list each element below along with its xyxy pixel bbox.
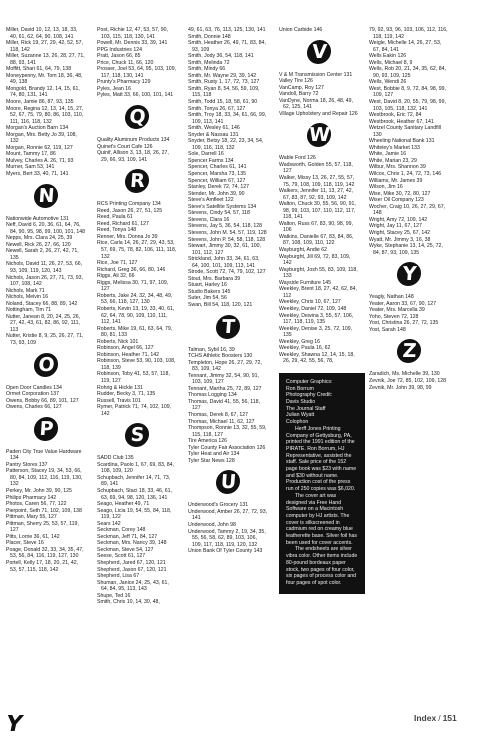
index-entry: White, Marian 23, 29 xyxy=(369,157,417,164)
index-entry: Wells, Rob 20, 21, 34, 35, 62, 84, 90, 93, 109, 125 xyxy=(369,66,446,79)
page-footer xyxy=(414,713,457,723)
index-entry: Weekley, Daniel 72, 109, 148 xyxy=(279,305,347,312)
index-entry: Mount, Tammy 17, 86 xyxy=(6,151,56,158)
index-entry: Reed, Richard 61, 127 xyxy=(97,220,149,227)
index-entry: Weekley, Chris 10, 67, 127 xyxy=(279,299,341,306)
index-entry: SADD Club 135 xyxy=(97,455,134,462)
index-entry: Smith, Todd 15, 18, 58, 61, 90 xyxy=(188,99,258,106)
index-entry: Wayside Furniture 145 xyxy=(279,279,331,286)
index-entry: Yeater, Mrs. Marcella 39 xyxy=(369,307,425,314)
index-entry: Moore, Regina 12, 13, 14, 15, 27, 52, 67, 75, 79, 80, 86, 103, 110, 111, 116, 118, 132 xyxy=(6,105,84,125)
index-entry: Stender, Mr. John 39, 90 xyxy=(188,190,245,197)
index-entry: Rymer, Patrick 71, 74, 102, 109, 142 xyxy=(97,404,172,417)
colophon-paragraph: The endsheets are silver vibra color. Other items include 80-pound bordeaux paper stock, two pages of four color, six pages of process color and four pages of spot color. xyxy=(286,546,358,586)
letter-mark: T xyxy=(215,315,241,339)
index-entry: Thompson, Ronnie 13, 32, 55, 59, 115, 118, 127 xyxy=(188,425,267,438)
index-entry: Smith, Mindy 66 xyxy=(188,66,226,73)
index-entry: Tyler County Fair Association 126 xyxy=(188,444,266,451)
index-entry: Newell, Sarah 2, 26, 27, 42, 71, 135 xyxy=(6,248,79,261)
section-letter-w xyxy=(279,123,359,147)
index-entry: Photos, Caren 56, 77, 122 xyxy=(6,501,67,508)
index-entry: Weekley, Shawna 12, 14, 15, 18, 26, 29, 42, 55, 56, 78, xyxy=(279,351,355,365)
index-entry: Zevnik, Mr. John 39, 98, 99 xyxy=(369,384,432,391)
index-entry: Miller, David 10, 12, 13, 18, 33, 40, 61, 62, 64, 90, 108, 141 xyxy=(6,27,78,40)
index-entry: RCS Printing Company 134 xyxy=(97,201,161,208)
index-entry: Steve's Amfleet 122 xyxy=(188,197,234,204)
index-entry: Steve's Satellite Systems 134 xyxy=(188,203,257,210)
index-entry: Roberts, Nick 101 xyxy=(97,338,139,345)
index-entry: Stevens, Jay 5, 36, 54, 118, 128 xyxy=(188,223,263,230)
index-entry: Mongold, Brandy 12, 14, 15, 61, 74, 80, 131, 141 xyxy=(6,85,80,99)
index-entry: Scardina, Paolo 1, 67, 69, 83, 84, 108, 109, 120 xyxy=(97,461,175,475)
index-entry: Whiteley's Market 133 xyxy=(369,144,420,151)
index-entry: Robinson, Heather 71, 142 xyxy=(97,351,160,358)
index-entry: Nichols, Mark 71 xyxy=(6,287,45,294)
index-entry-group xyxy=(97,201,177,417)
index-entry: Walker, Missy 13, 26, 27, 55, 57, 75, 79, 108, 109, 118, 119, 142 xyxy=(279,175,355,188)
index-entry: Weekley, Paula 16, 62 xyxy=(279,345,331,352)
colophon-credit-line: Davis Studio xyxy=(286,398,316,405)
index-entry: Underwood's Grocery 131 xyxy=(188,502,249,509)
index-entry: Williams, Mr. James 39 xyxy=(369,177,423,184)
index-entry: Post, Richie 12, 47, 53, 57, 90, 103, 115, 118, 130, 141 xyxy=(97,27,168,40)
index-entry: Stevens, Cindy 54, 57, 118 xyxy=(188,210,250,217)
index-entry: Nichols, Melvin 16 xyxy=(6,294,49,301)
index-entry: Weekley, Denise 3, 25, 72, 109, 135 xyxy=(279,325,353,339)
index-entry: Underwood, Amber 26, 27, 72, 93, 141 xyxy=(188,508,268,522)
index-entry: Strickland, John 33, 34, 61, 63, 64, 100, 101, 109, 113, 141 xyxy=(188,256,260,269)
index-entry: Russell, Travis 101 xyxy=(97,397,141,404)
section-letter-z xyxy=(369,339,449,363)
index-entry: Neff, David 6, 20, 36, 61, 64, 76, 84, 90, 95, 98, 99, 100, 101, 148 xyxy=(6,222,85,235)
section-letter-u xyxy=(188,470,268,494)
index-entry: Noland, Stacey 66, 88, 89, 142 xyxy=(6,300,78,307)
index-entry: Strode, Scott 72, 74, 79, 102, 127 xyxy=(188,269,266,276)
index-entry-group xyxy=(97,27,177,99)
index-entry: Union Carbide 146 xyxy=(279,27,323,33)
colophon-credit-line: Photography Credit: xyxy=(286,392,333,399)
index-entry-group xyxy=(279,27,359,34)
index-entry: Smith, Donnie 148 xyxy=(188,33,231,40)
index-entry: Wyke, Stephanie 13, 14, 25, 72, 84, 87, 93, 109, 135 xyxy=(369,243,443,256)
index-entry: Richard, Greg 36, 66, 80, 146 xyxy=(97,266,166,273)
index-entry: Stuart, Harley 16 xyxy=(188,282,227,289)
index-entry: Newell, Rick 26, 27, 66, 120 xyxy=(6,241,71,248)
index-entry: Wyatt, Mr. Jimmy 3, 16, 38 xyxy=(369,236,431,243)
index-entry: Rice, Carla 14, 26, 27, 29, 43, 53, 57, 69, 75, 78, 82, 106, 111, 118, 132 xyxy=(97,240,177,260)
index-entry: White, Jamie 16 xyxy=(369,151,407,158)
index-entry: Reed, Paula 61 xyxy=(97,214,133,221)
index-entry: Morgan, Mrs. Betty Jo 39, 108, 132 xyxy=(6,131,77,145)
index-entry: Smith, Ryan 8, 54, 56, 59, 109, 115, 118 xyxy=(188,85,260,99)
section-letter-s xyxy=(97,423,177,447)
index-entry: Schupbach, Jennifer 14, 71, 73, 89, 141 xyxy=(97,474,171,488)
colophon-paragraph: Herff Jones Printing Company of Gettysburg, PA, printed the 1991 edition of the PIRATE. Ron Borrum, HJ Representative, assisted the staff. Sale price of the 152 page book was $23 with name and $30 without name. Production cost of the press run of 250 copies was $6,020. xyxy=(286,425,357,493)
index-entry: Wetzel County Sanitary Landfill 130 xyxy=(369,125,441,138)
index-entry: Rohrig & Hickle 131 xyxy=(97,384,143,391)
index-entry: Shepherd, Jason 67, 120, 121 xyxy=(97,566,167,573)
colophon-credit-line: Julian Wyatt xyxy=(286,412,315,419)
index-entry: Smith, Chris 10, 14, 30, 48, xyxy=(97,599,160,606)
index-entry: Pantry Stores 137 xyxy=(6,461,48,468)
index-entry: West, Bobbie 8, 9, 72, 84, 98, 99, 109, 127 xyxy=(369,85,446,99)
index-entry: Smith, Heather 26, 49, 71, 83, 84, 93, 109 xyxy=(188,40,266,53)
index-entry: Underwood, John 98 xyxy=(188,522,236,528)
index-entry: Thomas, David 41, 55, 56, 118, 127 xyxy=(188,398,260,412)
index-entry: Suter, Jim 54, 56 xyxy=(188,295,227,302)
index-entry: Reed, Tonya 148 xyxy=(97,227,137,234)
index-entry: Weekley, Brent 18, 27, 42, 62, 84, 112 xyxy=(279,286,357,299)
index-entry: Seago, Licia 19, 54, 55, 84, 118, 119, 122 xyxy=(97,507,172,521)
index-entry: Studio Bakers 145 xyxy=(188,288,231,295)
index-entry: Nichols, Jason 26, 27, 71, 73, 93, 107, 108, 142 xyxy=(6,274,83,288)
index-entry: Spencer, Marsha 73, 135 xyxy=(188,171,246,178)
index-entry: Wright, Amy 72, 109, 142 xyxy=(369,216,428,223)
index-entry: Wable Ford 126 xyxy=(279,155,316,162)
index-entry: Stout, Mrs. Barbara 39 xyxy=(188,275,241,282)
index-entry: Snyder, Betsy 18, 22, 23, 34, 54, 109, 116, 118, 132 xyxy=(188,138,264,151)
index-entry: Walton, Russ 67, 83, 90, 98, 99, 106 xyxy=(279,220,353,234)
index-entry: Mulvey, Charles A. 26, 71, 93 xyxy=(6,157,74,164)
index-entry-group xyxy=(279,155,359,365)
index-entry: Wright, Jay 11, 67, 127 xyxy=(369,223,422,230)
index-entry: Myers, Bert 33, 40, 71, 141 xyxy=(6,171,69,178)
index-entry: Village Upholstery and Repair 126 xyxy=(279,110,358,117)
index-entry: Paden City True Value Hardware 134 xyxy=(6,448,82,462)
index-entry: Tire America 126 xyxy=(188,438,228,445)
index-column-1 xyxy=(6,27,86,573)
index-entry-group xyxy=(6,449,86,573)
index-entry: Owens, Bobby 66, 89, 101, 127 xyxy=(6,397,79,404)
index-entry: Perkey, Mr. John 39, 90, 125 xyxy=(6,487,72,494)
index-entry: Powell, Mr. Dennis 33, 39, 141 xyxy=(97,40,168,47)
index-entry: Seckman, Corey 148 xyxy=(97,527,146,534)
colophon-credit-line: Colophon xyxy=(286,419,309,426)
index-entry: Vandoll, Barry 72 xyxy=(279,91,319,98)
index-entry: Shuman, Janice 24, 25, 43, 61, 64, 84, 95, 113, 143 xyxy=(97,579,169,593)
index-entry: Weekley, Greg 16 xyxy=(279,338,321,345)
index-entry: Walkers, Jennifer 11, 13, 27, 42, 67, 83, 87, 92, 93, 109, 142 xyxy=(279,188,354,201)
footer-separator: / xyxy=(438,713,441,723)
index-entry: Seckman, Jeff 71, 84, 127 xyxy=(97,533,158,540)
index-entry: Wayburght, Andie 62 xyxy=(279,247,327,254)
letter-mark: N xyxy=(33,184,59,208)
index-entry: Murner, Sam 53, 141 xyxy=(6,164,55,171)
letter-mark: O xyxy=(33,353,59,377)
index-entry: Thomas, Derek 8, 67, 127 xyxy=(188,411,248,418)
index-entry: Stewart, Jimmy 30, 32, 61, 100, 101, 112, 127 xyxy=(188,243,261,256)
index-entry: Wells, Wendi 26 xyxy=(369,79,407,86)
index-entry: PPG Industries 124 xyxy=(97,46,142,53)
colophon-box xyxy=(279,373,365,594)
index-entry: Walton, Chuck 30, 55, 56, 90, 91, 98, 99, 103, 107, 110, 112, 117, 118, 141 xyxy=(279,201,356,221)
letter-mark: Y xyxy=(396,262,422,286)
index-entry: Nutter, Janean 8, 20, 24, 25, 26, 27, 42, 43, 61, 82, 86, 92, 111, 113 xyxy=(6,313,81,333)
index-entry: Robinson, Toby 41, 53, 57, 118, 119, 127 xyxy=(97,371,170,384)
index-entry: Open Door Candles 134 xyxy=(6,384,62,391)
index-entry: Templeton, Hope 26, 27, 29, 72, 83, 109, 142 xyxy=(188,359,262,373)
index-entry: Robinson, Angel 66, 127 xyxy=(97,345,154,352)
index-entry: Moneypenny, Mr. Tom 18, 36, 48, 49, 138 xyxy=(6,72,83,86)
letter-mark: R xyxy=(124,169,150,193)
index-entry-group xyxy=(97,455,177,606)
index-entry: Wilbur, Mrs. Shannon 39 xyxy=(369,164,426,171)
index-entry: Tyler Heat and Air 134 xyxy=(188,451,240,458)
index-entry: Zevnik, Joe 72, 85, 102, 109, 128 xyxy=(369,377,447,384)
index-entry: Wocher, Craig 10, 26, 27, 29, 67, 148 xyxy=(369,203,446,217)
index-entry: Roberts, Mike 19, 61, 63, 64, 79, 80, 81, 133 xyxy=(97,325,173,339)
letter-mark: Q xyxy=(124,105,150,129)
index-entry-group xyxy=(369,294,449,333)
letter-mark: Z xyxy=(396,339,422,363)
index-entry: Prunty's Pharmacy 129 xyxy=(97,79,151,86)
index-entry: Snyder & Nassau 131 xyxy=(188,131,239,138)
index-entry-group xyxy=(97,137,177,163)
index-entry: Pierpoint, Seth 71, 102, 109, 138 xyxy=(6,507,82,514)
index-entry: Wadsworth, Golden 55, 57, 118, 127 xyxy=(279,161,353,175)
index-entry: Yoho, Steven 72, 128 xyxy=(369,313,419,320)
letter-mark: P xyxy=(33,417,59,441)
index-column-5 xyxy=(369,27,449,391)
index-entry: Pittman, Mary 55, 127 xyxy=(6,514,57,521)
index-entry: Smith, Jody 36, 54, 118, 141 xyxy=(188,53,254,60)
section-letter-y xyxy=(369,262,449,286)
index-entry: Thomas, Michael 11, 62, 127 xyxy=(188,418,255,425)
index-entry: Wayburght, Jill 69, 72, 83, 109, 142 xyxy=(279,253,351,267)
section-letter-o xyxy=(6,353,86,377)
page-number: 151 xyxy=(442,713,457,723)
index-entry: Wright, Stacey 25, 67, 142 xyxy=(369,229,431,236)
index-entry: Rudder, Becky 3, 71, 135 xyxy=(97,391,156,398)
index-entry: Stevens, John P. 54, 58, 118, 128 xyxy=(188,236,266,243)
index-entry: Morgan, Ronnie 62, 119, 127 xyxy=(6,144,73,151)
index-entry: Robinson, Steve 53, 90, 103, 108, 118, 139 xyxy=(97,358,176,371)
index-entry: Union Bank Of Tyler County 143 xyxy=(188,548,263,555)
section-letter-v xyxy=(279,40,359,64)
index-column-4 xyxy=(279,27,359,594)
index-entry: Patterson, Stacey 19, 34, 53, 66, 80, 84, 109, 112, 116, 119, 130, 132 xyxy=(6,468,83,488)
index-entry: Talman, Sybil 16, 39 xyxy=(188,346,235,353)
index-entry: Placer, Steve 16 xyxy=(6,540,44,547)
index-entry: Shepherd, Lisa 67 xyxy=(97,573,140,580)
index-entry: Renner, Mrs. Donna Jo 39 xyxy=(97,233,158,240)
index-entry: Westbrook, Eric 72, 84 xyxy=(369,112,422,119)
index-entry: Wayburght, Josh 55, 83, 109, 118, 133 xyxy=(279,266,358,280)
index-entry: Pyles, Matt 33, 66, 100, 101, 141 xyxy=(97,92,174,99)
index-entry: Reed, Jason 26, 27, 51, 125 xyxy=(97,207,163,214)
index-entry: Wilcox, Chris 1, 24, 72, 73, 146 xyxy=(369,171,442,178)
index-column-3 xyxy=(188,27,268,555)
index-entry: Yeagly, Nathan 148 xyxy=(369,294,414,301)
index-entry: Smith, Tonya 26, 67, 127 xyxy=(188,105,246,112)
index-entry: Quality Aluminum Products 134 xyxy=(97,137,170,144)
letter-mark: S xyxy=(124,423,150,447)
index-entry: Price, Chuck 11, 66, 120 xyxy=(97,59,154,66)
index-entry: Tyler Star News 128 xyxy=(188,457,235,464)
index-entry: Quinet's Court Cafe 126 xyxy=(97,143,153,150)
index-entry: Swan, Bill 54, 118, 120, 121 xyxy=(188,301,253,308)
index-entry: Portell, Kelly 17, 18, 20, 21, 42, 53, 57, 115, 118, 142 xyxy=(6,560,79,573)
index-entry: Yeater, Aaron 33, 67, 90, 127 xyxy=(369,300,437,307)
index-entry: Stevens, Clara 16 xyxy=(188,216,230,223)
index-entry: Weigle, Michelle 14, 26, 27, 53, 67, 84, 141 xyxy=(369,40,442,53)
index-entry: Miller, Suzanne 13, 26, 28, 27, 71, 88, 93, 141 xyxy=(6,53,85,66)
index-entry-group xyxy=(369,371,449,391)
index-entry: Seckman, Mrs. Nancy 39, 148 xyxy=(97,540,167,547)
index-entry: Miller, Rick 19, 27, 29, 42, 52, 57, 118, 142 xyxy=(6,40,83,53)
index-entry: Shupe, Ted 16 xyxy=(97,592,131,599)
index-entry: Watkins, Danielle 67, 83, 84, 86, 87, 108, 109, 110, 122 xyxy=(279,233,354,247)
index-entry: Wilson, Jim 16 xyxy=(369,184,403,191)
index-entry: Owens, Charles 66, 127 xyxy=(6,404,62,411)
index-entry: Tennant, Jimmy 32, 54, 90, 91, 103, 109, 127 xyxy=(188,372,259,386)
index-entry: Wheeling National Bank 131 xyxy=(369,138,435,145)
index-entry: Pitts, Lorrie 36, 61, 142 xyxy=(6,533,60,540)
index-entry: Nationwide Automotive 131 xyxy=(6,215,69,222)
index-entry: Pratt, Jason 66, 85 xyxy=(97,53,141,60)
index-column-2 xyxy=(97,27,177,606)
section-letter-p xyxy=(6,417,86,441)
index-entry: Poage, Donald 32, 33, 34, 35, 47, 53, 56, 84, 116, 119, 127, 130 xyxy=(6,546,84,560)
section-letter-n xyxy=(6,184,86,208)
index-entry: Zaradich, Ms. Michelle 39, 130 xyxy=(369,371,440,378)
index-entry: Roberts, Kevin 13, 19, 33, 40, 61, 62, 64, 78, 90, 109, 110, 111, 112, 141 xyxy=(97,305,175,326)
index-entry: Sears 142 xyxy=(97,520,121,527)
index-entry: Yost, Christina 26, 27, 72, 135 xyxy=(369,320,439,327)
index-entry: Wells Eakin 126 xyxy=(369,53,407,60)
index-entry: Thomas Logging 134 xyxy=(188,392,237,399)
index-entry: Yost, Sarah 148 xyxy=(369,326,406,333)
index-entry: Pyles, Jean 16 xyxy=(97,85,132,92)
index-entry: Nottingham, Tim 71 xyxy=(6,307,51,314)
index-entry: Moore, Jamie 86, 87, 93, 135 xyxy=(6,99,74,106)
section-letter-q xyxy=(97,105,177,129)
colophon-heading: Computer Graphics: xyxy=(286,378,333,385)
index-entry: Quinif, Allison 3, 13, 18, 26, 27, 29, 66, 93, 109, 141 xyxy=(97,150,169,163)
colophon-credit-line: The Journal Staff xyxy=(286,405,326,412)
index-entry: Pittman, Sherry 25, 53, 57, 119, 127 xyxy=(6,520,79,534)
index-entry: Riggs, Ali 32, 66 xyxy=(97,273,135,280)
index-entry: Smith, Rusty 1, 17, 72, 73, 127 xyxy=(188,79,260,86)
section-letter-r xyxy=(97,169,177,193)
section-letter-t xyxy=(188,315,268,339)
index-entry: Prosser, Joel 53, 64, 95, 103, 109, 117, 118, 130, 141 xyxy=(97,66,177,79)
index-entry: Rice, Joe 71, 127 xyxy=(97,260,138,267)
index-entry: Valley Tire 126 xyxy=(279,78,313,85)
letter-mark: V xyxy=(306,40,332,64)
index-entry-group xyxy=(279,72,359,118)
index-entry: Smith, Wesley 61, 146 xyxy=(188,125,240,132)
letter-mark: U xyxy=(215,470,241,494)
index-entry: Stevens, John M. 54, 57, 119, 128 xyxy=(188,229,267,236)
yearbook-logo: Y xyxy=(3,712,25,737)
index-entry: Philips Pharmacy 142 xyxy=(6,494,57,501)
index-entry: Seago, Heather 49, 71 xyxy=(97,501,150,508)
index-entry: Seese, Scott 61, 127 xyxy=(97,553,146,560)
index-entry: Westbrook, Heather 67, 141 xyxy=(369,118,434,125)
index-entry: Tennant, Martha 25, 72, 89, 127 xyxy=(188,385,262,392)
index-entry: Spencer Farms 134 xyxy=(188,157,234,164)
index-entry-group xyxy=(188,347,268,465)
index-entry: Morgan's Auction Barn 134 xyxy=(6,125,69,132)
index-entry: 49, 61, 63, 76, 113, 125, 130, 141 xyxy=(188,27,266,33)
index-entry: Shepherd, Jared 67, 120, 121 xyxy=(97,560,166,566)
index-entry: Riggs, Melissa 30, 71, 97, 109, 127 xyxy=(97,279,169,293)
index-entry: Wiser Oil Company 123 xyxy=(369,197,424,204)
index-entry: TCHS Athletic Boosters 130 xyxy=(188,353,253,360)
index-entry: Spencer, Charles 61, 141 xyxy=(188,164,247,171)
index-entry: Nutter, Kristie 8, 9, 25, 26, 27, 71, 73, 93, 109 xyxy=(6,333,84,346)
index-entry: VanDyne, Norma 18, 26, 48, 49, 62, 125, 141 xyxy=(279,97,354,111)
index-entry-group xyxy=(6,27,86,178)
index-entry: Sole, Darrell 16 xyxy=(188,151,224,158)
index-entry-group xyxy=(188,27,268,309)
index-entry-group xyxy=(6,216,86,347)
index-entry-group xyxy=(6,385,86,411)
index-entry: Wells, Michael 8, 9 xyxy=(369,59,413,66)
index-entry: Wise, Mike 30, 72, 80, 127 xyxy=(369,190,431,197)
letter-mark: W xyxy=(306,123,332,147)
index-entry: Nepps, Mrs. Clara 24, 25, 39 xyxy=(6,235,73,242)
footer-label: Index xyxy=(414,713,437,723)
index-entry: Underwood, Tammy 2, 19, 34, 35, 55, 56, 58, 62, 89, 103, 106, 109, 117, 118, 119, 120, 132 xyxy=(188,528,266,548)
index-entry: Smith, Troy 18, 33, 34, 61, 66, 99, 109, 113, 141 xyxy=(188,112,267,125)
index-entry: Ormet Corporation 137 xyxy=(6,391,60,398)
index-entry: 79, 92, 93, 96, 103, 106, 112, 116, 118, 119, 142 xyxy=(369,27,448,40)
index-entry: West, David 8, 20, 55, 79, 98, 99, 103, 105, 118, 132, 141 xyxy=(369,99,446,112)
index-entry: Smith, Melinda 72 xyxy=(188,59,230,66)
index-entry: V & M Transmission Center 131 xyxy=(279,71,353,78)
index-entry: VanCamp, Roy 127 xyxy=(279,84,324,91)
index-entry: Stanley, Derek 72, 74, 127 xyxy=(188,184,250,191)
index-entry-group xyxy=(188,502,268,554)
index-entry-group xyxy=(369,27,449,256)
index-entry: Weekley, Dewina 3, 55, 57, 106, 117, 118, 119, 135 xyxy=(279,312,354,326)
index-entry: Schupbach, Staci 18, 33, 46, 61, 63, 69, 94, 98, 120, 136, 141 xyxy=(97,487,172,501)
index-entry: Nichols, David 11, 26, 27, 53, 66, 93, 109, 119, 120, 143 xyxy=(6,261,83,274)
index-entry: Moffitt, Shari 61, 64, 79, 138 xyxy=(6,66,72,73)
index-entry: Smith, Mr. Wayne 29, 39, 142 xyxy=(188,72,257,79)
colophon-credit-line: Ron Borrum xyxy=(286,385,314,392)
colophon-paragraph: The cover art was designed via Free Hand Software on a Macintosh computer by HJ artists. The cover is silkscreened in cadmium red on creamy blue leatherette base. Silver foil has been used for cover accents. xyxy=(286,492,357,546)
index-entry: Roberts, Jake 24, 32, 34, 48, 49, 53, 66, 118, 127, 130 xyxy=(97,292,173,306)
index-entry: Seckman, Steve 54, 127 xyxy=(97,546,154,553)
index-entry: Spencer, William 67, 127 xyxy=(188,177,246,184)
